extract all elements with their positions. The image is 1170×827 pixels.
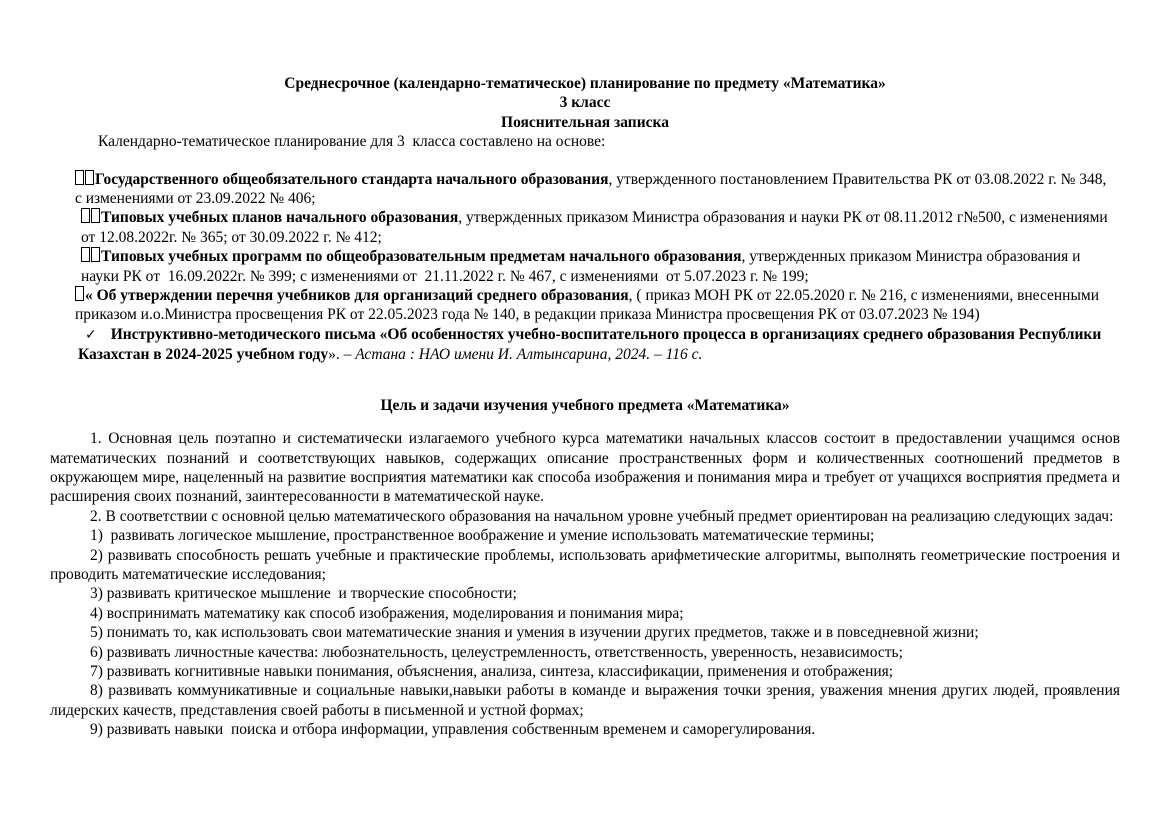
goals-task-item: 1) развивать логическое мышление, пространственное воображение и умение использовать математические термины; (90, 527, 875, 545)
goals-section (50, 429, 1124, 740)
goals-heading: Цель и задачи изучения учебного предмета «Математика» (380, 396, 790, 414)
goals-task-item: 9) развивать навыки поиска и отбора информации, управления собственным временем и саморегулирования. (90, 721, 816, 739)
basis-item-rest-text: , ( приказ МОН РК от 22.05.2020 г. № 216, с изменениями, внесенными приказом и.о.Министра просвещения РК от 22.05.2023 года № 140, в редакции приказа Министра просвещения РК от 03.07.2023 № 194) (75, 287, 1103, 324)
basis-item-bold-text: « Об утверждении перечня учебников для организаций среднего образования (85, 287, 629, 305)
missing-glyph-icon (85, 170, 94, 185)
basis-item-source-text: – Астана : НАО имени И. Алтынсарина, 2024. – 116 с. (343, 346, 703, 364)
basis-item-bold-text: Инструктивно-методического письма «Об особенностях учебно-воспитательного процесса в организациях среднего образования Республики Казахстан в 2024-2025 учебном году (78, 325, 1106, 364)
basis-item-rest-text: , утвержденных приказом Министра образования и науки РК от 16.09.2022г. № 399; с изменениями от 21.11.2022 г. № 467, с изменениями от 5.07.2023 г. № 199; (81, 248, 1085, 285)
document-class-line: 3 класс (559, 94, 611, 112)
intro-line: Календарно-тематическое планирование для 3 класса составлено на основе: (98, 133, 606, 151)
goals-paragraph: 1. Основная цель поэтапно и систематически излагаемого учебного курса математики начальных классов состоит в предоставлении учащимся основ математических познаний и соответствующих навыков, содержащих описание пространственных форм и количественных соотношений предметов в окружающем мире, нацеленный на развитие восприятия математики как способа изображения и понимания мира и требует от учащихся восприятия предмета и расширения своих познаний, заинтересованности в математической науке. (50, 430, 1124, 506)
basis-item-plans (50, 208, 1116, 247)
goals-task-item: 8) развивать коммуникативные и социальные навыки,навыки работы в команде и выражения точки зрения, уважения мнения других людей, проявления лидерских качеств, представления своей работы в письменной и устной формах; (50, 682, 1124, 719)
basis-item-textbooks (50, 286, 1112, 325)
document-title: Среднесрочное (календарно-тематическое) планирование по предмету «Математика» (284, 75, 886, 92)
basis-item-bold-text: Типовых учебных планов начального образования (101, 209, 459, 227)
goals-task-item: 3) развивать критическое мышление и творческие способности; (90, 585, 517, 603)
missing-glyph-icon (91, 247, 100, 262)
basis-item-rest-text: , утвержденного постановлением Правительства РК от 03.08.2022 г. № 348, с изменениями от 23.09.2022 № 406; (75, 170, 1111, 208)
basis-item-standard (50, 170, 1112, 209)
basis-list (50, 170, 1120, 365)
basis-item-bold-text: Государственного общеобязательного стандарта начального образования (95, 170, 609, 188)
missing-glyph-icon (81, 247, 90, 262)
basis-item-rest-text: , утвержденных приказом Министра образования и науки РК от 08.11.2012 г№500, с изменениями от 12.08.2022г. № 365; от 30.09.2022 г. № 412; (81, 209, 1116, 246)
missing-glyph-icon (75, 170, 84, 185)
basis-item-programs (50, 247, 1112, 286)
basis-item-bold-text: Типовых учебных программ по общеобразовательным предметам начального образования (101, 248, 742, 266)
checkmark-icon: ✓ (85, 326, 97, 343)
goals-task-item: 5) понимать то, как использовать свои математические знания и умения в изучении других предметов, также и в повседневной жизни; (90, 624, 979, 642)
missing-glyph-icon (75, 286, 84, 301)
basis-item-rest-text: ». (328, 346, 344, 364)
missing-glyph-icon (91, 208, 100, 223)
goals-task-item: 7) развивать когнитивные навыки понимания, объяснения, анализа, синтеза, классификации, применения и отображения; (90, 662, 894, 680)
missing-glyph-icon (81, 208, 90, 223)
basis-item-letter (50, 325, 1112, 365)
document-subtitle: Пояснительная записка (501, 113, 669, 131)
goals-paragraph: 2. В соответствии с основной целью математического образования на начальном уровне учебный предмет ориентирован на реализацию следующих задач: (90, 507, 1114, 525)
goals-task-item: 6) развивать личностные качества: любознательность, целеустремленность, ответственность, уверенность, независимость; (90, 643, 903, 661)
document-header (50, 74, 1120, 132)
goals-task-item: 2) развивать способность решать учебные и практические проблемы, использовать арифметические алгоритмы, выполнять геометрические построения и проводить математические исследования; (50, 546, 1124, 583)
goals-task-item: 4) воспринимать математику как способ изображения, моделирования и понимания мира; (90, 604, 684, 622)
